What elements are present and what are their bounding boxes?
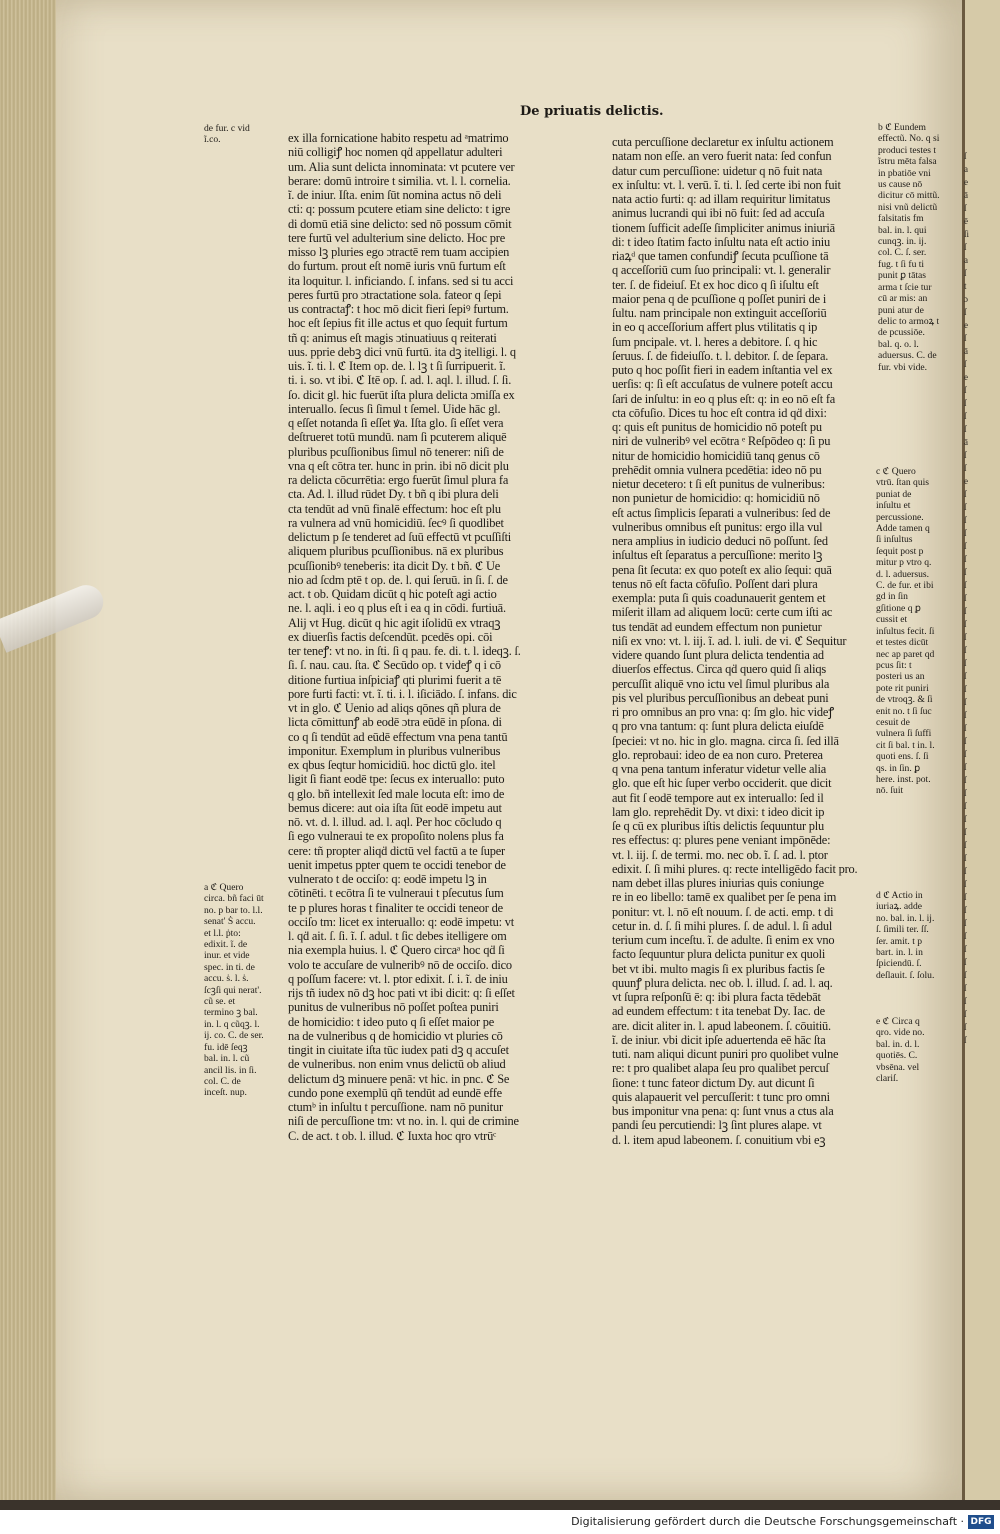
text-line: pluribus pcuſſionibus ſimul nō tenerer: niſi de: [288, 444, 504, 459]
text-line: re in eo libello: tamē ex qualibet per ſe pena im: [612, 890, 837, 905]
text-line: aliquem pluribus pcuſſionibus. nā ex pluribus: [288, 544, 504, 559]
right-page-fragment: ſ: [964, 398, 967, 408]
text-line: tus tendāt ad eundem effectum non punietur: [612, 619, 822, 634]
right-page-fragment: ɔ: [964, 294, 968, 304]
text-line: in eo q acceſſorium affert plus vtilitatis q ip: [612, 320, 818, 335]
right-page-fragment: ſ: [964, 723, 967, 733]
right-page-fragment: ſ: [964, 996, 967, 1006]
footer-credit: Digitalisierung gefördert durch die Deutsche Forschungsgemeinschaft ·: [571, 1515, 964, 1528]
right-page-fragment: ſ: [964, 749, 967, 759]
right-page-fragment: ſ: [964, 775, 967, 785]
text-line: ſari de inſultu: in eo q plus eſt: q: in eo nō eſt fa: [612, 391, 836, 406]
right-page-fragment: ſ: [964, 333, 967, 343]
text-line: ligit ſi fiant eodē tpe: ſecus ex interuallo: puto: [288, 772, 505, 787]
right-page-fragment: e: [964, 372, 968, 382]
text-line: ĩ. de iniur. vbi dicit ipſe aduertenda eē hāc ſta: [612, 1032, 826, 1047]
right-page-fragment: ſ: [964, 580, 967, 590]
text-line: facto ſequuntur plura delicta punitur ex quoli: [612, 947, 826, 962]
text-line: us contractaꝭ: t hoc mō dicit fieri ſepiꝰ furtum.: [288, 302, 509, 316]
text-column-right: [612, 135, 870, 1255]
right-page-fragment: ſ: [964, 541, 967, 551]
text-line: cere: tñ propter aliqḋ dictū vel factū a te ſuper: [288, 843, 505, 858]
text-line: berare: domū introire t similia. vt. l. l. cornelia.: [288, 173, 511, 188]
text-line: Alij vt Hug. dicūt q hic agit iſolidū ex vtraqꝫ: [288, 615, 501, 630]
right-page-fragment: ſ: [964, 905, 967, 915]
text-line: videre quando ſunt plura delicta tendentia ad: [612, 648, 824, 662]
text-line: de vulneribus. non enim vnus delictū ob aliud: [288, 1057, 506, 1072]
right-page-fragment: ſ: [964, 268, 967, 278]
text-line: vt in glo. ℭ Uenio ad aliqs qōnes qñ plura de: [288, 701, 501, 715]
text-line: co q ſi tendūt ad eūdē effectum vna pena tantū: [288, 729, 508, 744]
text-line: pena ſit ſecuta: ex quo poteſt ex alio ſequi: quā: [612, 562, 832, 577]
text-line: ſi ego vulneraui te ex propoſito nolens plus fa: [288, 829, 504, 844]
text-line: imponitur. Exemplum in pluribus vulneribus: [288, 743, 501, 758]
running-head: De priuatis delictis.: [520, 104, 664, 119]
right-page-fragment: ſ: [964, 957, 967, 967]
text-line: tenus nō eſt facta cōfuſio. Poſſent dari plura: [612, 576, 818, 591]
text-line: delictum p ſe tenderet ad ſuū effectū vt pcuſſiſti: [288, 530, 512, 544]
text-line: non punietur de homicidio: q: homicidiū nō: [612, 491, 820, 506]
text-line: ne. l. aqli. i eo q plus eſt i ea q in cōdi. furtiuā.: [288, 601, 506, 616]
text-line: ita loquitur. l. inficiando. ſ. infans. sed si tu acci: [288, 273, 514, 288]
text-line: ditione furtiua inſpiciaꝭ qti plurimi fuerit a tē: [288, 672, 502, 687]
right-page-fragment: ſ: [964, 801, 967, 811]
text-line: di domū etiā sine delicto: sed nō possum cōmit: [288, 216, 512, 231]
text-line: um. Alia sunt delicta innominata: vt pcutere ver: [288, 159, 515, 174]
text-line: datur cum percuſſione: uidetur q nō fuit nata: [612, 163, 823, 178]
text-line: ex inſultu: vt. l. verū. ĩ. ti. l. ſed certe ibi non fuit: [612, 177, 841, 192]
right-page-fragment: a: [964, 255, 968, 265]
right-page-fragment: ſ: [964, 359, 967, 369]
text-line: pcuſſionibꝰ teneberis: ita dicit Dy. t bñ. ℭ Ue: [288, 558, 501, 573]
text-line: tuti. nam aliqui dicunt puniri pro quolibet vulne: [612, 1047, 839, 1061]
right-page-fragment: t: [964, 281, 967, 291]
text-line: natam non eſſe. an vero fuerit nata: ſed confun: [612, 149, 832, 164]
text-line: volo te accuſare de vulneribꝰ nō de occiſo. dico: [288, 957, 512, 972]
text-line: pore furti facti: vt. ĩ. ti. i. l. iſiciādo. ſ. infans. dic: [288, 686, 517, 701]
right-page-fragment: ſi: [964, 229, 970, 239]
text-line: nia exempla huius. l. ℭ Quero circaᵃ hoc qḋ ſi: [288, 943, 505, 958]
text-line: prehēdit omnia vulnera pcedētia: ideo nō pu: [612, 462, 822, 477]
text-line: interuallo. ſecus ſi ſimul t ſemel. Uide hāc gl.: [288, 401, 501, 416]
right-page-fragment: ſ: [964, 970, 967, 980]
text-line: act. t ob. Quidam dicūt q hic poteſt agi actio: [288, 587, 497, 601]
text-line: ti. i. so. vt ibi. ℭ Itē op. ſ. ad. l. aql. l. illud. ſ. ſi.: [288, 373, 512, 388]
text-line: exempla: puta ſi quis coadunauerit gentem et: [612, 591, 826, 605]
text-line: cta cōfuſio. Dices tu hoc eſt contra id qḋ dixi:: [612, 405, 827, 420]
text-line: cetur in. d. ſ. ſi mihi plures. ſ. de adul. l. ſi adul: [612, 918, 833, 933]
text-line: ter teneꝭ: vt no. in ſti. ſi q pau. fe. di. t. l. ideqꝫ. ſ.: [288, 644, 521, 658]
right-page-fragment: ſ: [964, 528, 967, 538]
text-line: de homicidio: t ideo puto q ſi eſſet maior pe: [288, 1014, 495, 1029]
text-line: d. l. item apud labeonem. ſ. conuitium vbi eꝫ: [612, 1132, 826, 1147]
text-line: ri pro omnibus an pro vna: q: ſm glo. hic videꝭ: [612, 705, 834, 719]
right-page-fragment: ſ: [964, 554, 967, 564]
text-line: vna q eſt cōtra ter. hunc in prin. ibi nō dicit plu: [288, 458, 509, 473]
right-page-fragment: e: [964, 476, 968, 486]
right-page-fragment: ſ: [964, 918, 967, 928]
right-page-fragment: ſ: [964, 489, 967, 499]
text-line: tñ q: animus eſt magis ɔtinuatiuus q reiterati: [288, 330, 497, 345]
page-edges: [0, 0, 60, 1500]
text-line: aut fit ſ eodē tempore aut ex interuallo: ſed il: [612, 790, 824, 805]
text-line: vt ſupra reſponſū ē: q: ibi plura facta tēdebāt: [612, 990, 821, 1004]
right-page-fragment: ſ: [964, 840, 967, 850]
right-page-fragment: ſ: [964, 385, 967, 395]
text-line: riaꝝᵈ que tamen confundiꝭ ſecuta pcuſſione tā: [612, 249, 829, 263]
text-line: tionem ſufficit adeſſe ſimpliciter animus iniuriā: [612, 220, 835, 235]
text-line: niſi ex vno: vt. l. iij. ĩ. ad. l. iuli. de vi. ℭ Sequitur: [612, 633, 847, 648]
text-line: tere furtū vel adulterium sine delicto. Hoc pre: [288, 230, 505, 245]
text-line: bet vt ibi. multo magis ſi ex pluribus factis ſe: [612, 961, 825, 976]
right-page-fragment: ſ: [964, 684, 967, 694]
text-line: ſe q cū ex pluribus iſtis delictis ſequuntur plu: [612, 819, 825, 833]
right-page-fragment: ſ: [964, 1022, 967, 1032]
text-line: pis vel pluribus percuſſionibus an debeat puni: [612, 690, 829, 705]
text-line: l. qḋ ait. ſ. ſi. ĩ. ſ. adul. t ſic debes itelligere om: [288, 929, 507, 943]
text-line: uenit impetus ppter quem te occidi tenebor de: [288, 857, 506, 872]
text-line: ter. ſ. de fideiuſ. Et ex hoc dico q ſi iſultu eſt: [612, 277, 819, 292]
text-line: q vna pena tantum inferatur videtur velle alia: [612, 762, 827, 776]
text-line: bemus dicere: aut oia iſta ſūt eodē impetu aut: [288, 800, 502, 815]
text-line: uis. ĩ. ti. l. ℭ Item op. de. l. lꝫ t ſi ſurripuerit. ĩ.: [288, 359, 506, 373]
text-line: res effectus: q: plures pene veniant impōnēde:: [612, 833, 831, 848]
text-line: ſeruus. ſ. de fideiuſſo. t. l. debitor. ſ. de ſepara.: [612, 348, 829, 363]
text-line: niſi de percuſſione tm: vt no. in. l. qui de crimine: [288, 1114, 519, 1129]
right-page-fragment: ſ: [964, 515, 967, 525]
text-line: q poſſum facere: vt. l. ptor edixit. ſ. i. ĩ. de iniu: [288, 971, 508, 986]
right-page-fragment: ā: [964, 190, 968, 200]
right-page-fragment: ſ: [964, 697, 967, 707]
dfg-logo: DFG: [968, 1515, 994, 1529]
text-line: ĩ. de iniur. Iſta. enim ſūt nomina actus nō deli: [288, 188, 502, 202]
text-line: ſpeciei: vt no. hic in glo. magna. circa ſi. ſed illā: [612, 733, 839, 748]
text-line: glo. reprobaui: ideo de ea non curo. Preterea: [612, 747, 823, 762]
text-line: ſo. dicit gl. hic fuerūt iſta plura delicta ɔmiſſa ex: [288, 387, 515, 402]
right-page-fragment: ā: [964, 346, 968, 356]
text-line: ra delicta cōcurrētia: ergo fuerūt ſimul plura fa: [288, 473, 509, 487]
text-line: peres furtū pro ɔtractatione sola. fateor q ſepi: [288, 287, 502, 302]
text-line: nio ad ſcdm ptē t op. de. l. qui ſeruū. in ſi. ſ. de: [288, 572, 508, 587]
text-line: ponitur: vt. l. nō eſt nouum. ſ. de acti. emp. t di: [612, 904, 834, 919]
right-page-fragment: ſ: [964, 762, 967, 772]
text-line: percuſſit aliquē vno ictu vel ſimul pluribus ala: [612, 676, 830, 691]
margin-note-mid-right: c ℭ Quero vtrū. ſtan quis puniat de inſultu et percussione. Adde tamen q ſi inſultus ſequit post p mitur p vtro q. d. l. aduersus. C. de fur. et ibi gd in ſin gſitione q ꝑ cussit et inſultus fecit. ſi et testes dicūt nec ap paret qd pcus ſit: t posteri us an pote rit puniri de vtroqꝫ. & ſi enit no. t ſi ſuc cesuit de vulnera ſi ſuffi cit ſi bal. t in. l. quoti ens. ſ. ſi qs. in ſin. ꝑ here. inst. pot. nō. ſuit: [876, 466, 935, 797]
margin-note-lower-right-2: e ℭ Circa q qro. vide no. bal. in. d. l. quotiēs. C. vbsēna. vel clariſ.: [876, 1016, 925, 1085]
text-line: vt. l. iij. ſ. de termi. mo. nec ob. ĩ. ſ. ad. l. ptor: [612, 847, 828, 862]
text-line: te p plures horas t finaliter te occidi teneor de: [288, 900, 503, 915]
right-page-fragment: ſ: [964, 944, 967, 954]
text-column-left: [288, 131, 550, 1251]
right-page-fragment: ſ: [964, 450, 967, 460]
text-line: deſtrueret totū mundū. nam ſi pcuterem aliquē: [288, 430, 507, 445]
text-line: are. dicit aliter in. l. apud labeonem. ſ. cōuitiū.: [612, 1018, 831, 1033]
right-page-fragment: ſ: [964, 658, 967, 668]
text-line: q eſſet notanda ſi eſſet ꝟa. Iſta glo. ſi eſſet vera: [288, 416, 504, 430]
text-line: pandi ſeu percutiendi: lꝫ ſint plures alape. vt: [612, 1118, 822, 1133]
text-line: misso lꝫ pluries ego ɔtractē rem tuam accipien: [288, 245, 510, 259]
text-line: eſt actus ſimplicis ſeparati a vulneribus: ſed de: [612, 505, 831, 520]
text-line: ad eundem effectum: t ita tenebat Dy. Iac. de: [612, 1004, 825, 1019]
right-page-fragment: ā: [964, 437, 968, 447]
text-line: quunꝭ plura delicta. nec ob. l. illud. ſ. ad. l. aq.: [612, 975, 833, 990]
text-line: na de vulneribus q de homicidio vt pluries cō: [288, 1028, 503, 1043]
right-page-fragment: ſ: [964, 892, 967, 902]
text-line: re: t pro qualibet alapa ſeu pro qualibet percuſ: [612, 1061, 829, 1076]
right-page-fragment: ſ: [964, 1035, 967, 1045]
text-line: quis alapauerit vel percuſſerit: t tunc pro omni: [612, 1089, 830, 1104]
right-page-fragment: ſ: [964, 463, 967, 473]
text-line: tingit in ciuitate iſta tūc iudex pati dꝫ q accuſet: [288, 1043, 509, 1057]
text-line: terium cum inceſtu. ĩ. de adulte. ſi enim ex vno: [612, 933, 835, 947]
text-line: inſultus eſt ſeparatus a percuſſione: merito lꝫ: [612, 548, 823, 563]
text-line: uerſis: q: ſi eſt accuſatus de vulnere poteſt accu: [612, 377, 833, 392]
text-line: occiſo tm: licet ex interuallo: q: eodē impetu: vt: [288, 914, 515, 929]
text-line: nera amplius in iudicio deduci nō poſſunt. ſed: [612, 534, 828, 548]
text-line: do furtum. prout eſt nomē iuris vnū furtum eſt: [288, 259, 506, 274]
text-line: nitur de homicidio homicidiū tanq genus cō: [612, 448, 820, 463]
text-line: ſione: t tunc fateor dictum Dy. aut dicunt ſi: [612, 1075, 815, 1090]
text-line: diuerſos effectus. Circa qḋ quero quid ſi aliqs: [612, 662, 827, 677]
text-line: ex illa fornicatione habito respetu ad ᵃmatrimo: [288, 131, 509, 145]
right-page-fragment: ſ: [964, 931, 967, 941]
text-line: nietur decetero: t ſi eſt punitus de vulneribus:: [612, 477, 826, 491]
text-line: C. de act. t ob. l. illud. ℭ Iuxta hoc qro vtrūᶜ: [288, 1128, 497, 1143]
right-page-fragment: ſ: [964, 788, 967, 798]
margin-note-top-left: de fur. c vid ĩ.co.: [204, 123, 250, 146]
text-line: hoc eſt ſepius fit ille actus et quo ſequit furtum: [288, 316, 508, 331]
margin-note-lower-right-1: d ℭ Actio in iuriaꝝ. adde no. bal. in. l. ij. ſ. ſimili ter. ſſ. ſer. amit. t p bart. in. l. in ſpiciendū. ſ. deſlauit. ſ. ſolu.: [876, 890, 935, 981]
text-line: nō. vt. d. l. illud. ad. l. aql. Per hoc cōcludo q: [288, 815, 502, 829]
text-line: q acceſſoriū cum ſuo principali: vt. l. generalir: [612, 263, 831, 278]
right-page-fragment: ſ: [964, 502, 967, 512]
right-page-fragment: ſ: [964, 203, 967, 213]
footer-bar: [0, 1510, 1000, 1534]
text-line: vulneribus omnibus eſt punitus: ergo illa vul: [612, 519, 823, 534]
text-line: ra vulnera ad vnū homicidiū. ſecꝰ ſi quodlibet: [288, 515, 504, 530]
right-page-fragment: ſ: [964, 632, 967, 642]
text-line: cta tendūt ad vnū finalē effectum: hoc eſt plu: [288, 501, 501, 516]
text-line: ſum pncipale. vt. l. heres a debitore. ſ. q hic: [612, 334, 818, 349]
right-page-fragment: e: [964, 177, 968, 187]
text-line: licta cōmittunꝭ ab eodē ɔtra eūdē in pſona. di: [288, 715, 502, 730]
text-line: bus imponitur vna pena: q: ſunt vnus a ctus ala: [612, 1104, 834, 1118]
text-line: rijs tñ iudex nō dꝫ hoc pati vt ibi dicit: q: ſi eſſet: [288, 986, 515, 1000]
text-line: cta. Ad. l. illud rūdet Dy. t bñ q ibi plura deli: [288, 487, 499, 502]
text-line: di: t ideo ſtatim facto inſultu nata eſt actio iniu: [612, 234, 830, 249]
text-line: cti: q: possum pcutere etiam sine delicto: t igre: [288, 202, 511, 217]
right-page-fragment: ſ: [964, 853, 967, 863]
right-page-fragment: ſ: [964, 606, 967, 616]
right-page-fragment: ſ: [964, 242, 967, 252]
right-page-fragment: ſ: [964, 866, 967, 876]
text-line: animus lucrandi qui ibi nō fuit: ſed ad accuſa: [612, 206, 825, 221]
text-line: edixit. ſ. ſi mihi plures. q: recte intelligēdo facit pro.: [612, 861, 858, 876]
text-line: nata actio furti: q: ad illam requiritur limitatus: [612, 192, 831, 206]
text-line: niū colligiꝭ hoc nomen qḋ appellatur adulteri: [288, 145, 503, 160]
text-line: glo. que eſt hic ſuper verbo occiderit. que dicit: [612, 776, 832, 791]
right-page-fragment: ſ: [964, 619, 967, 629]
text-line: cuta percuſſione declaretur ex inſultu actionem: [612, 135, 834, 149]
right-page-fragment: ſ: [964, 1009, 967, 1019]
text-line: miſerit illam ad aliquem locū: certe cum iſti ac: [612, 605, 833, 620]
text-line: ſultu. nam principale non extinguit acceſſoriū: [612, 306, 827, 320]
right-page-fragment: ſ: [964, 814, 967, 824]
text-line: delictum dꝫ minuere penā: vt hic. in pnc. ℭ Se: [288, 1071, 510, 1086]
right-page-fragment: ſ: [964, 645, 967, 655]
right-page-fragment: e: [964, 320, 968, 330]
text-line: cōtinēti. t ecōtra ſi te vulneraui t pſecutus ſum: [288, 886, 504, 901]
right-page-fragment: ſ: [964, 983, 967, 993]
right-page-fragment: ē: [964, 216, 968, 226]
right-page-fragment: ſ: [964, 827, 967, 837]
right-page-fragment: ſ: [964, 879, 967, 889]
text-line: punitus de vulneribus nō poſſet poſtea puniri: [288, 1000, 499, 1015]
text-line: q: quis eſt punitus de homicidio nō poteſt pu: [612, 420, 822, 434]
right-page-fragment: ſ: [964, 736, 967, 746]
text-line: maior pena q de pcuſſione q poſſet puniri de i: [612, 291, 827, 306]
right-page-fragment: ſ: [964, 307, 967, 317]
text-line: ex qbus ſeqtur homicidiū. hoc dictū glo. itel: [288, 758, 496, 772]
text-line: cundo pone exemplū qñ tendūt ad eundē effe: [288, 1085, 502, 1100]
right-page-fragment: ſ: [964, 567, 967, 577]
right-page-fragment: a: [964, 164, 968, 174]
text-line: puto q hoc poſſit fieri in eadem inſtantia vel ex: [612, 363, 833, 377]
text-line: q glo. bñ intellexit ſed male locuta eſt: imo de: [288, 786, 505, 801]
right-page-fragment: ſ: [964, 710, 967, 720]
right-page-fragment: ſ: [964, 671, 967, 681]
right-page-text-fragments: [964, 150, 998, 1050]
text-line: ex diuerſis factis deſcendūt. pcedēs opi. cōi: [288, 629, 493, 644]
text-line: vulnerato t de occiſo: q: eodē impetu lꝫ in: [288, 872, 487, 886]
margin-note-top-right: b ℭ Eundem effectũ. No. q si produci testes t ĩstru mēta falsa in pbatiōe vni us cause nō dicitur cō mittũ. nisi vnũ delictũ falsitatis fm bal. in. l. qui cunqꝫ. in. ij. col. C. ſ. ser. fug. t ſi fu ti punit ꝑ tātas arma t ſcie tur cū ar mis: an puni atur de delic to armoꝝ t de pcussiōe. bal. q. o. l. aduersus. C. de fur. vbi vide.: [878, 122, 940, 373]
text-line: niri de vulneribꝰ vel ecōtra ᵉ Reſpōdeo q: ſi pu: [612, 434, 831, 449]
right-page-fragment: ſ: [964, 593, 967, 603]
right-page-fragment: ſ: [964, 424, 967, 434]
text-line: lam glo. reprehēdit Dy. vt dixi: t ideo dicit ip: [612, 804, 825, 819]
text-line: nam debet illas plures iniurias quis coniunge: [612, 876, 824, 890]
text-line: q pro vna tantum: q: ſunt plura delicta eiuſdē: [612, 719, 824, 734]
text-line: uus. pprie debꝫ dici vnū furtū. ita dꝫ itelligi. l. q: [288, 344, 516, 359]
right-page-fragment: ſ: [964, 151, 967, 161]
text-line: ſi. ſ. nau. cau. ſta. ℭ Secūdo op. t videꝭ q i cō: [288, 658, 501, 673]
text-line: ctumᵇ in inſultu t percuſſione. nam nō punitur: [288, 1100, 503, 1114]
right-page-fragment: ſ: [964, 411, 967, 421]
margin-note-lower-left: a ℭ Quero circa. bñ faci ūt no. p bar to. l.l. senat' Ṡ accu. et l.l. ṗto: edixit. ĩ. de inur. et vide spec. in ti. de accu. ṡ. l. ṡ. ſcꝫſi qui nerat'. cũ se. et termino ꝫ bal. in. l. q cũqꝫ. l. ij. co. C. de ser. fu. idē ſeqꝫ bal. in. l. cũ ancil lis. in ſi. col. C. de inceſt. nup.: [204, 882, 264, 1099]
